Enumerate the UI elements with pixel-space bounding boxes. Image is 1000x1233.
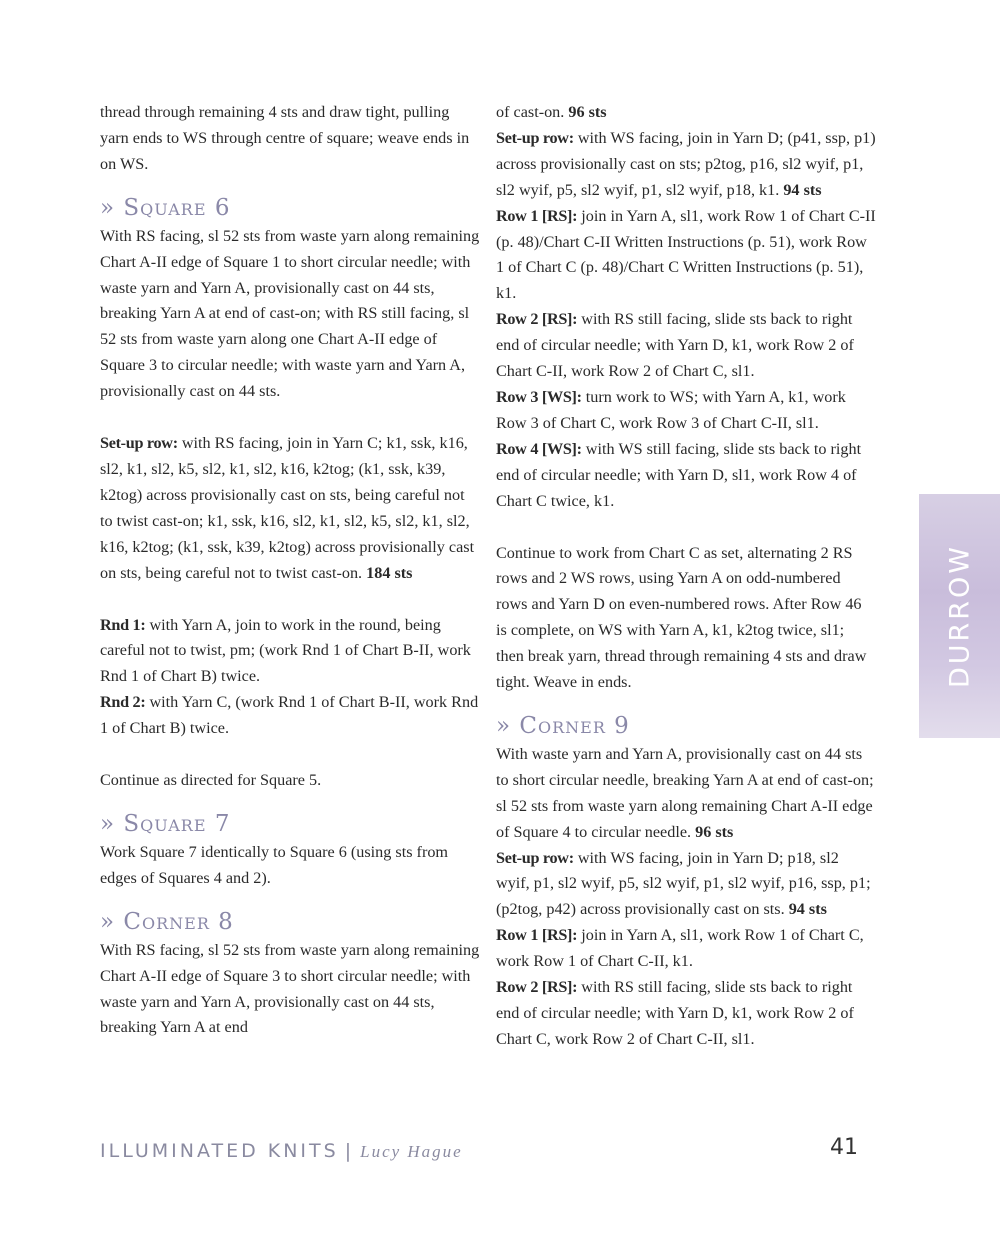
corner-8-heading: » Corner 8 bbox=[100, 908, 234, 935]
corner-9-heading: » Corner 9 bbox=[496, 712, 630, 739]
stitch-count: 94 sts bbox=[783, 180, 822, 199]
setup-row-text: with WS facing, join in Yarn D; p18, sl2 wyif, p1, sl2 wyif, p5, sl2 wyif, p1, sl2 wyif, p16, ssp, p1; (p2tog, p42) across provisionally cast on sts. bbox=[496, 848, 871, 919]
square-6-rnd-1 bbox=[100, 613, 480, 691]
row-4-label: Row 4 [WS]: bbox=[496, 439, 582, 458]
row-1-text: join in Yarn A, sl1, work Row 1 of Chart C, work Row 1 of Chart C-II, k1. bbox=[496, 926, 864, 971]
row-1-label: Row 1 [RS]: bbox=[496, 206, 578, 225]
corner-9-row-1 bbox=[496, 923, 876, 975]
intro-paragraph: thread through remaining 4 sts and draw tight, pulling yarn ends to WS through centre of square; weave ends in on WS. bbox=[100, 103, 470, 173]
setup-row-label: Set-up row: bbox=[100, 434, 178, 453]
square-7-instructions: Work Square 7 identically to Square 6 (using sts from edges of Squares 4 and 2). bbox=[100, 842, 449, 887]
row-4-text: with WS still facing, slide sts back to right end of circular needle; with Yarn D, sl1, work Row 4 of Chart C twice, k1. bbox=[496, 439, 862, 510]
row-3-label: Row 3 [WS]: bbox=[496, 387, 582, 406]
stitch-count: 184 sts bbox=[366, 563, 413, 582]
footer-separator: | bbox=[344, 1140, 355, 1162]
continued-text: of cast-on. bbox=[496, 103, 569, 121]
section-tab bbox=[919, 494, 1000, 738]
setup-row-label: Set-up row: bbox=[496, 848, 574, 867]
running-footer bbox=[100, 1140, 463, 1162]
row-1-label: Row 1 [RS]: bbox=[496, 926, 578, 945]
corner-9-text: With waste yarn and Yarn A, provisionally cast on 44 sts to short circular needle, breaking Yarn A at end of cast-on; sl 52 sts from waste yarn along remaining Chart A-II edge of Square 4 to circular needle. bbox=[496, 744, 874, 841]
stitch-count: 94 sts bbox=[788, 900, 827, 919]
right-column bbox=[496, 100, 876, 1053]
square-6-continue: Continue as directed for Square 5. bbox=[100, 771, 322, 790]
row-1-text: join in Yarn A, sl1, work Row 1 of Chart C-II (p. 48)/Chart C-II Written Instructions (p. 51), work Row 1 of Chart C (p. 48)/Chart C Written Instructions (p. 51), k1. bbox=[496, 206, 876, 303]
corner-8-row-4 bbox=[496, 437, 876, 515]
row-2-label: Row 2 [RS]: bbox=[496, 310, 578, 329]
left-column bbox=[100, 100, 480, 1041]
square-6-setup-row bbox=[100, 431, 480, 586]
corner-9-setup-row bbox=[496, 846, 876, 924]
stitch-count: 96 sts bbox=[695, 822, 734, 841]
setup-row-text: with WS facing, join in Yarn D; (p41, ssp, p1) across provisionally cast on sts; p2tog, p16, sl2 wyif, p1, sl2 wyif, p5, sl2 wyif, p1, sl2 wyif, p18, k1. bbox=[496, 128, 876, 199]
square-6-rnd-2 bbox=[100, 690, 480, 742]
corner-8-continued bbox=[496, 100, 876, 126]
section-tab-label: DURROW bbox=[944, 543, 975, 689]
row-2-text: with RS still facing, slide sts back to right end of circular needle; with Yarn D, k1, work Row 2 of Chart C, work Row 2 of Chart C-II, sl1. bbox=[496, 978, 854, 1048]
rnd-2-text: with Yarn C, (work Rnd 1 of Chart B-II, work Rnd 1 of Chart B) twice. bbox=[100, 693, 479, 738]
corner-8-row-1 bbox=[496, 204, 876, 308]
setup-row-label: Set-up row: bbox=[496, 128, 574, 147]
page-number: 41 bbox=[830, 1135, 858, 1160]
corner-8-instructions: With RS facing, sl 52 sts from waste yarn along remaining Chart A-II edge of Square 3 to short circular needle; with waste yarn and Yarn A, provisionally cast on 44 sts, breaking Yarn A at end bbox=[100, 940, 480, 1037]
row-3-text: turn work to WS; with Yarn A, k1, work Row 3 of Chart C, work Row 3 of Chart C-II, sl1. bbox=[496, 387, 846, 432]
corner-8-row-3 bbox=[496, 385, 876, 437]
corner-9-row-2 bbox=[496, 975, 876, 1053]
rnd-1-text: with Yarn A, join to work in the round, being careful not to twist, pm; (work Rnd 1 of Chart B-II, work Rnd 1 of Chart B) twice. bbox=[100, 615, 471, 686]
corner-8-row-2 bbox=[496, 307, 876, 385]
rnd-1-label: Rnd 1: bbox=[100, 615, 146, 634]
corner-8-setup-row bbox=[496, 126, 876, 204]
square-6-instructions: With RS facing, sl 52 sts from waste yarn along remaining Chart A-II edge of Square 1 to short circular needle; with waste yarn and Yarn A, provisionally cast on 44 sts, breaking Yarn A at end of cast-on; with RS still facing, sl 52 sts from waste yarn along one Chart A-II edge of Square 3 to circular needle; with waste yarn and Yarn A, provisionally cast on 44 sts. bbox=[100, 226, 480, 401]
rnd-2-label: Rnd 2: bbox=[100, 693, 146, 712]
setup-row-text: with RS facing, join in Yarn C; k1, ssk, k16, sl2, k1, sl2, k5, sl2, k1, sl2, k16, k2tog; (k1, ssk, k39, k2tog) across provisionally cast on sts, being careful not to twist cast-on; k1, ssk, k16, sl2, k1, sl2, k5, sl2, k1, sl2, k16, k2tog; (k1, ssk, k39, k2tog) across provisionally cast on sts, being careful not to twist cast-on. bbox=[100, 434, 475, 582]
book-title: ILLUMINATED KNITS bbox=[100, 1140, 339, 1162]
square-7-heading: » Square 7 bbox=[100, 810, 231, 837]
corner-9-instructions bbox=[496, 742, 876, 846]
stitch-count: 96 sts bbox=[568, 103, 607, 121]
square-6-heading: » Square 6 bbox=[100, 194, 231, 221]
corner-8-continue: Continue to work from Chart C as set, alternating 2 RS rows and 2 WS rows, using Yarn A on odd-numbered rows and Yarn D on even-numbered rows. After Row 46 is complete, on WS with Yarn A, k1, k2tog twice, sl1; then break yarn, thread through remaining 4 sts and draw tight. Weave in ends. bbox=[496, 543, 867, 692]
author-name: Lucy Hague bbox=[360, 1142, 463, 1161]
row-2-label: Row 2 [RS]: bbox=[496, 978, 578, 997]
row-2-text: with RS still facing, slide sts back to right end of circular needle; with Yarn D, k1, work Row 2 of Chart C-II, work Row 2 of Chart C, sl1. bbox=[496, 310, 854, 381]
